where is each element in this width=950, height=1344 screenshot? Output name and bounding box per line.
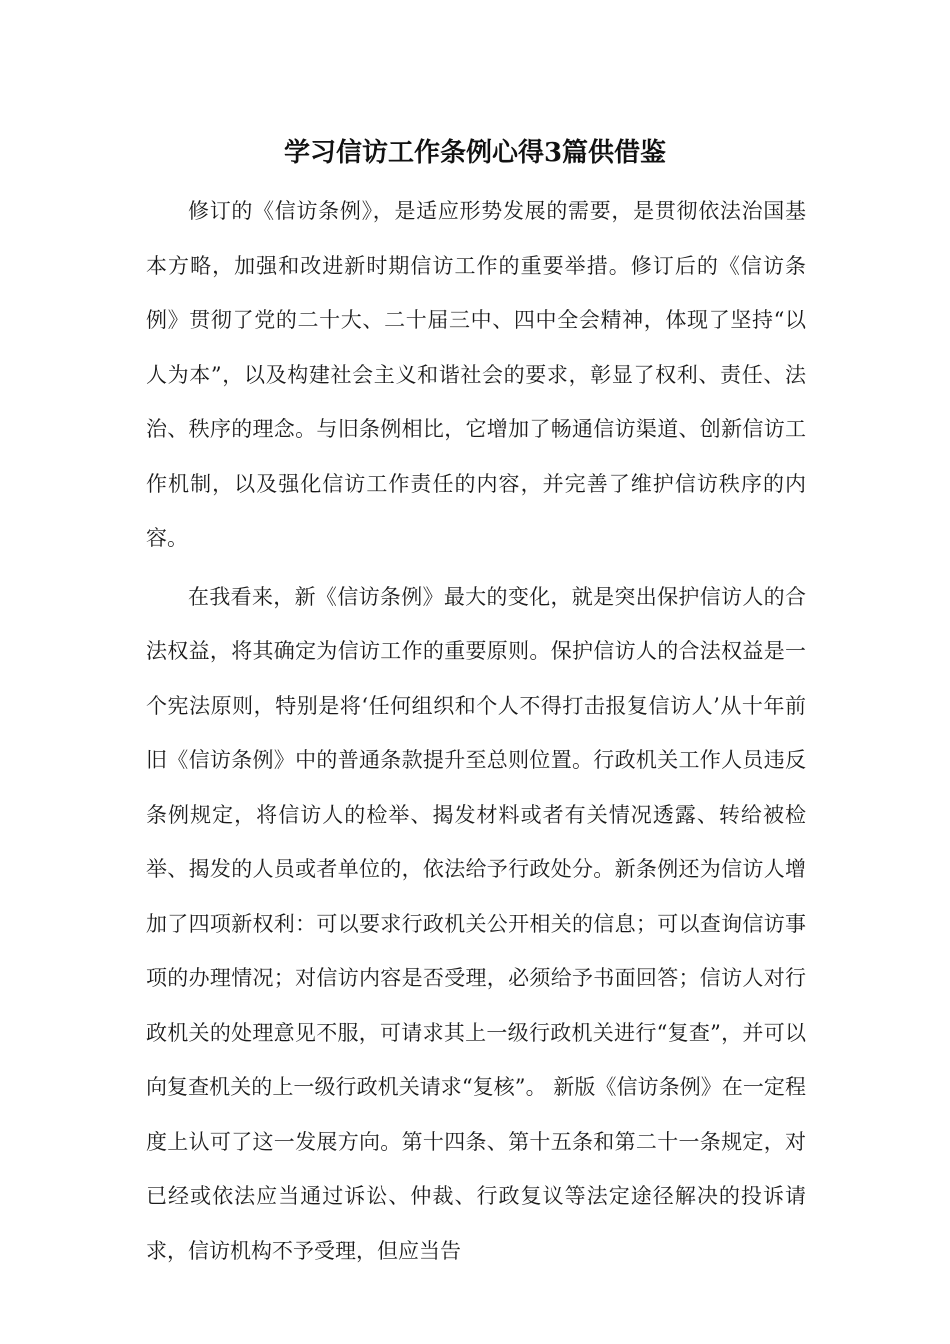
paragraph-1: 修订的《信访条例》，是适应形势发展的需要，是贯彻依法治国基本方略，加强和改进新时期信访工作的重要举措。修订后的《信访条例》贯彻了党的二十大、二十届三中、四中全会精神，体现了坚持“以人为本”，以及构建社会主义和谐社会的要求，彰显了权利、责任、法治、秩序的理念。与旧条例相比，它增加了畅通信访渠道、创新信访工作机制，以及强化信访工作责任的内容，并完善了维护信访秩序的内容。 — [146, 199, 806, 550]
document-body — [146, 184, 806, 1278]
paragraph-2: 在我看来，新《信访条例》最大的变化，就是突出保护信访人的合法权益，将其确定为信访工作的重要原则。保护信访人的合法权益是一个宪法原则，特别是将‘任何组织和个人不得打击报复信访人’从十年前旧《信访条例》中的普通条款提升至总则位置。行政机关工作人员违反条例规定，将信访人的检举、揭发材料或者有关情况透露、转给被检举、揭发的人员或者单位的，依法给予行政处分。新条例还为信访人增加了四项新权利：可以要求行政机关公开相关的信息；可以查询信访事项的办理情况；对信访内容是否受理，必须给予书面回答；信访人对行政机关的处理意见不服，可请求其上一级行政机关进行“复查”，并可以向复查机关的上一级行政机关请求“复核”。 新版《信访条例》在一定程度上认可了这一发展方向。第十四条、第十五条和第二十一条规定，对已经或依法应当通过诉讼、仲裁、行政复议等法定途径解决的投诉请求，信访机构不予受理，但应当告 — [146, 584, 806, 1263]
document-title: 学习信访工作条例心得3篇供借鉴 — [283, 138, 667, 168]
